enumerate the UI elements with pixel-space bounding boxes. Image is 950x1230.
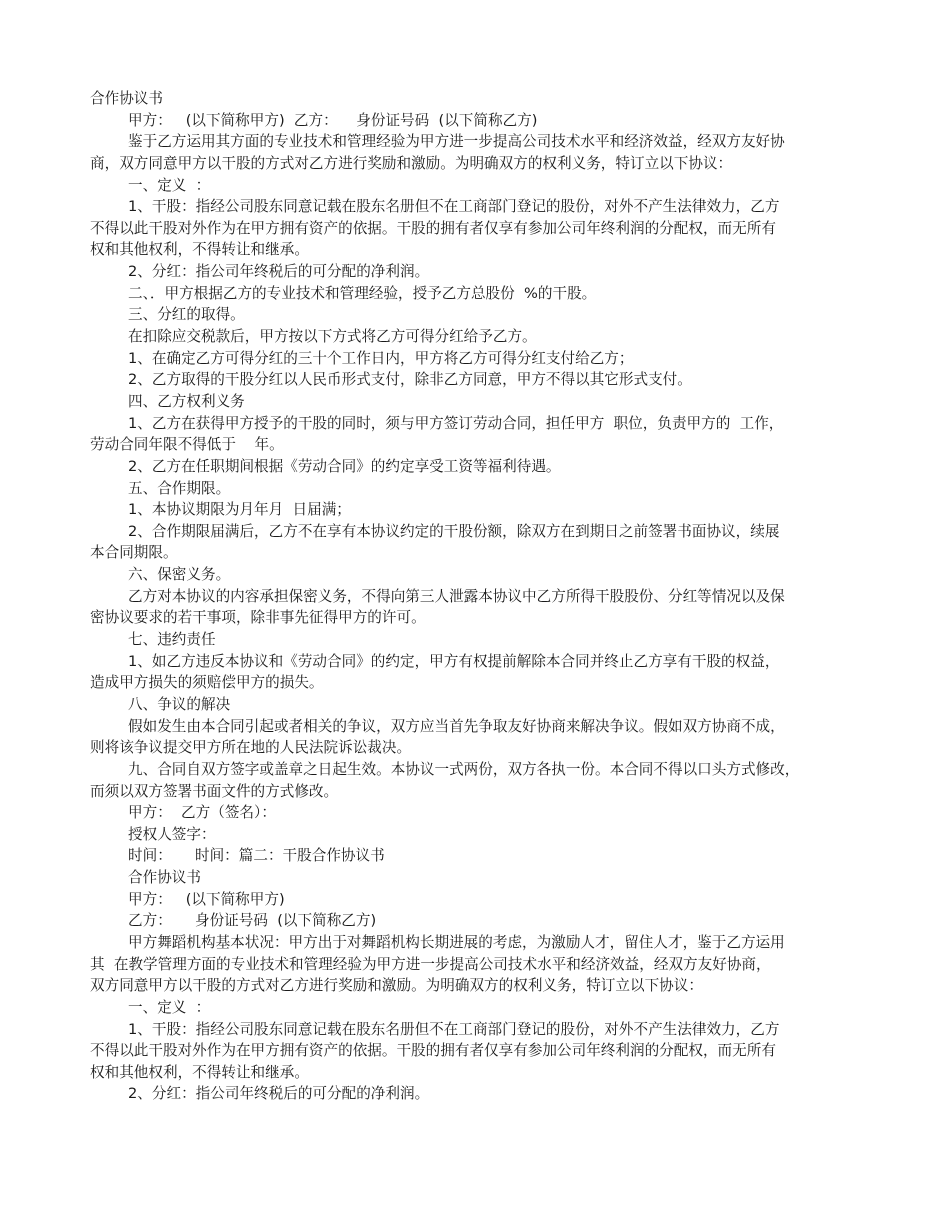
document-line: 合作协议书	[128, 869, 201, 887]
document-line: 甲方： 乙方（签名）：	[128, 804, 276, 822]
document-line: 合作协议书	[90, 90, 163, 107]
document-line: 而须以双方签署书面文件的方式修改。	[90, 782, 339, 800]
document-line: 2、乙方在任职期间根据《劳动合同》的约定享受工资等福利待遇。	[128, 457, 561, 475]
document-line: 乙方： 身份证号码 (以下简称乙方)	[128, 912, 377, 930]
document-line: 造成甲方损失的须赔偿甲方的损失。	[90, 674, 324, 692]
document-line: 时间： 时间：篇二：干股合作协议书	[128, 847, 385, 865]
document-line: 八、争议的解决	[128, 695, 231, 713]
document-line: 甲方： (以下简称甲方) 乙方： 身份证号码 (以下简称乙方)	[128, 111, 538, 129]
document-line: 乙方对本协议的内容承担保密义务，不得向第三人泄露本协议中乙方所得干股股份、分红等情况以及保	[128, 587, 785, 605]
document-line: 2、分红：指公司年终税后的可分配的净利润。	[128, 263, 430, 281]
document-line: 1、本协议期限为月年月 日届满；	[128, 501, 351, 519]
document-line: 五、合作期限。	[128, 479, 231, 497]
document-line: 2、分红：指公司年终税后的可分配的净利润。	[128, 1085, 430, 1103]
document-line: 商，双方同意甲方以干股的方式对乙方进行奖励和激励。为明确双方的权利义务，特订立以下协议：	[90, 154, 733, 172]
document-line: 一、定义 ：	[128, 998, 211, 1016]
document-line: 1、在确定乙方可得分红的三十个工作日内，甲方将乙方可得分红支付给乙方；	[128, 349, 634, 367]
document-line: 甲方： (以下简称甲方)	[128, 890, 285, 908]
document-line: 则将该争议提交甲方所在地的人民法院诉讼裁决。	[90, 739, 412, 757]
document-line: 其 在教学管理方面的专业技术和管理经验为甲方进一步提高公司技术水平和经济效益，经双方友好协商，	[90, 955, 771, 973]
document-line: 鉴于乙方运用其方面的专业技术和管理经验为甲方进一步提高公司技术水平和经济效益，经双方友好协	[128, 133, 785, 151]
document-line: 双方同意甲方以干股的方式对乙方进行奖励和激励。为明确双方的权利义务，特订立以下协议：	[90, 977, 703, 995]
document-line: 1、干股：指经公司股东同意记载在股东名册但不在工商部门登记的股份，对外不产生法律效力，乙方	[128, 1020, 780, 1038]
document-line: 一、定义 ：	[128, 176, 211, 194]
document-line: 密协议要求的若干事项，除非事先征得甲方的许可。	[90, 609, 426, 627]
document-line: 二、．甲方根据乙方的专业技术和管理经验，授予乙方总股份 %的干股。	[128, 284, 597, 302]
document-line: 不得以此干股对外作为在甲方拥有资产的依据。干股的拥有者仅享有参加公司年终利润的分配权，而无所有	[90, 1042, 776, 1060]
document-line: 权和其他权利，不得转让和继承。	[90, 1063, 309, 1081]
document-line: 不得以此干股对外作为在甲方拥有资产的依据。干股的拥有者仅享有参加公司年终利润的分配权，而无所有	[90, 219, 776, 237]
document-line: 1、如乙方违反本协议和《劳动合同》的约定，甲方有权提前解除本合同并终止乙方享有干股的权益，	[128, 652, 780, 670]
document-line: 2、乙方取得的干股分红以人民币形式支付，除非乙方同意，甲方不得以其它形式支付。	[128, 371, 692, 389]
document-line: 授权人签字：	[128, 825, 216, 843]
document-line: 1、干股：指经公司股东同意记载在股东名册但不在工商部门登记的股份，对外不产生法律效力，乙方	[128, 198, 780, 216]
document-line: 六、保密义务。	[128, 566, 231, 584]
document-line: 权和其他权利，不得转让和继承。	[90, 241, 309, 259]
document-line: 七、违约责任	[128, 631, 216, 649]
document-line: 2、合作期限届满后，乙方不在享有本协议约定的干股份额，除双方在到期日之前签署书面协议，续展	[128, 522, 780, 540]
document-line: 1、乙方在获得甲方授予的干股的同时，须与甲方签订劳动合同，担任甲方 职位，负责甲方的 工作，	[128, 414, 784, 432]
document-line: 在扣除应交税款后，甲方按以下方式将乙方可得分红给予乙方。	[128, 328, 537, 346]
document-line: 本合同期限。	[90, 544, 178, 562]
document-body	[90, 88, 880, 1105]
document-line: 九、合同自双方签字或盖章之日起生效。本协议一式两份，双方各执一份。本合同不得以口头方式修改，	[128, 760, 800, 778]
document-line: 四、乙方权利义务	[128, 392, 245, 410]
document-line: 劳动合同年限不得低于 年。	[90, 436, 284, 454]
document-line: 甲方舞蹈机构基本状况：甲方出于对舞蹈机构长期进展的考虑，为激励人才，留住人才，鉴于乙方运用	[128, 933, 785, 951]
document-line: 三、分红的取得。	[128, 306, 245, 324]
document-line: 假如发生由本合同引起或者相关的争议，双方应当首先争取友好协商来解决争议。假如双方协商不成，	[128, 717, 785, 735]
